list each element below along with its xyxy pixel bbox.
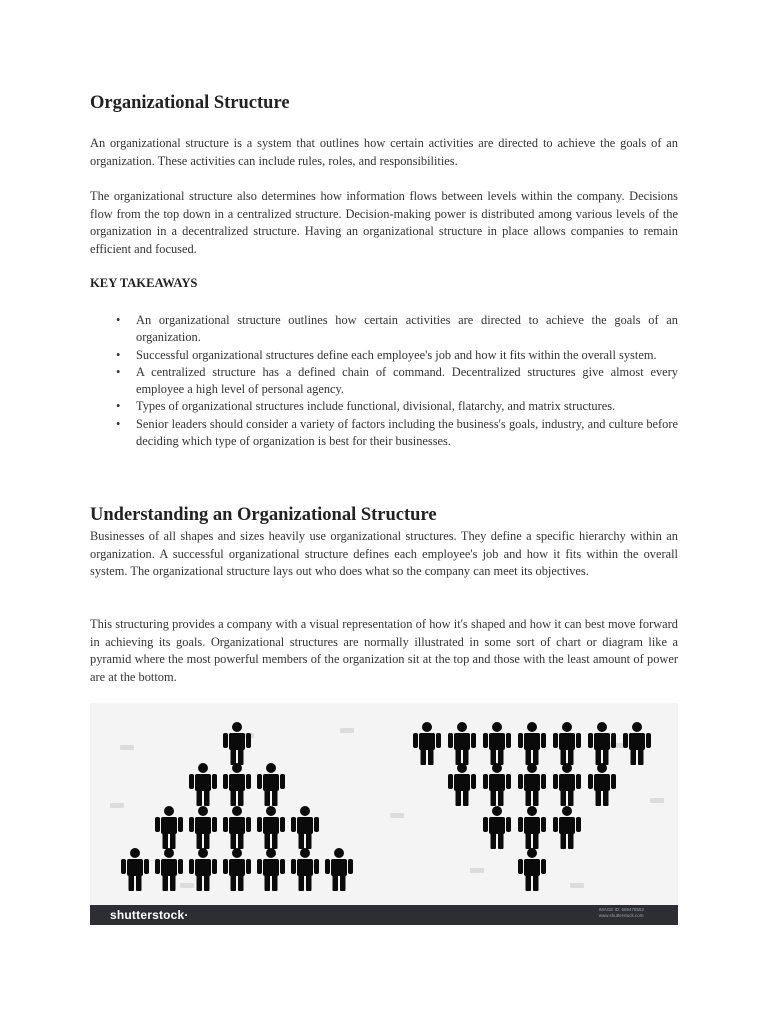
person-icon <box>553 722 581 765</box>
person-icon <box>448 722 476 765</box>
person-icon <box>223 763 251 806</box>
person-icon <box>483 722 511 765</box>
watermark-mark <box>470 868 484 873</box>
watermark-mark <box>390 813 404 818</box>
person-icon <box>155 806 183 849</box>
bullet-icon: • <box>116 364 121 379</box>
key-takeaways-list <box>116 312 678 450</box>
bullet-icon: • <box>116 347 121 362</box>
list-item: • Successful organizational structures define each employee's job and how it fits within the overall system. <box>116 347 678 364</box>
people-pyramids-illustration <box>90 703 678 905</box>
bullet-icon: • <box>116 399 121 414</box>
watermark-bar <box>90 905 678 925</box>
watermark-mark <box>650 798 664 803</box>
person-icon <box>223 806 251 849</box>
person-icon <box>257 848 285 891</box>
person-icon <box>483 806 511 849</box>
person-icon <box>223 848 251 891</box>
person-icon <box>553 763 581 806</box>
inverted-pyramid <box>413 722 651 891</box>
person-icon <box>121 848 149 891</box>
person-icon <box>623 722 651 765</box>
person-icon <box>291 848 319 891</box>
list-item: • A centralized structure has a defined chain of command. Decentralized structures give almost every employee a high level of personal agency. <box>116 364 678 397</box>
list-item: • Senior leaders should consider a variety of factors including the business's goals, industry, and culture before deciding which type of organization is best for their businesses. <box>116 416 678 449</box>
watermark-mark <box>570 883 584 888</box>
person-icon <box>483 763 511 806</box>
bullet-icon: • <box>116 416 121 431</box>
person-icon <box>518 806 546 849</box>
person-icon <box>588 763 616 806</box>
person-icon <box>588 722 616 765</box>
flow-paragraph: The organizational structure also determines how information flows between levels within the company. Decisions flow from the top down in a centralized structure. Decision-making power is distributed among various levels of the organization in a decentralized structure. Having an organizational structure in place allows companies to remain efficient and focused. <box>90 189 678 256</box>
person-icon <box>223 722 251 765</box>
section-paragraph-2: This structuring provides a company with a visual representation of how it's shaped and how it can best move forward in achieving its goals. Organizational structures are normally illustrated in some sort of chart or diagram like a pyramid where the most powerful members of the organization sit at the top and those with the least amount of power are at the bottom. <box>90 617 678 684</box>
bullet-icon: • <box>116 313 121 327</box>
key-takeaways-heading: KEY TAKEAWAYS <box>90 276 198 290</box>
page-title: Organizational Structure <box>90 93 290 113</box>
person-icon <box>518 763 546 806</box>
list-item: • An organizational structure outlines how certain activities are directed to achieve the goals of an organization. <box>116 313 678 345</box>
person-icon <box>448 763 476 806</box>
watermark-mark <box>180 883 194 888</box>
watermark-mark <box>110 803 124 808</box>
org-structure-image <box>90 703 678 925</box>
person-icon <box>518 848 546 891</box>
person-icon <box>413 722 441 765</box>
list-item: • Types of organizational structures include functional, divisional, flatarchy, and matrix structures. <box>116 398 678 415</box>
person-icon <box>257 763 285 806</box>
person-icon <box>291 806 319 849</box>
watermark-mark <box>120 745 134 750</box>
upright-pyramid <box>121 722 353 891</box>
image-id: IMAGE ID: 689478562 www.shutterstock.com <box>598 907 644 918</box>
section-heading: Understanding an Organizational Structure <box>90 505 437 525</box>
watermark-mark <box>340 728 354 733</box>
intro-paragraph: An organizational structure is a system that outlines how certain activities are directed to achieve the goals of an organization. These activities can include rules, roles, and responsibilities. <box>90 136 678 168</box>
person-icon <box>325 848 353 891</box>
person-icon <box>553 806 581 849</box>
person-icon <box>189 806 217 849</box>
section-paragraph-1: Businesses of all shapes and sizes heavily use organizational structures. They define a specific hierarchy within an organization. A successful organizational structure defines each employee's job and how it fits within the overall system. The organizational structure lays out who does what so the company can meet its objectives. <box>90 529 678 579</box>
person-icon <box>518 722 546 765</box>
person-icon <box>189 763 217 806</box>
shutterstock-logo: shutterstock· <box>110 908 189 922</box>
person-icon <box>257 806 285 849</box>
person-icon <box>155 848 183 891</box>
